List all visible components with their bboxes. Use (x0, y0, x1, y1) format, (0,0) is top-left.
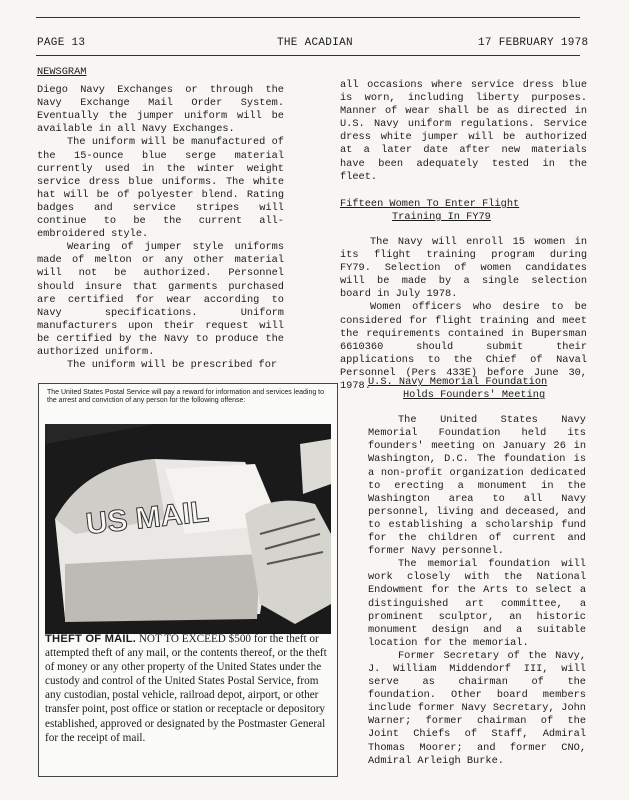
right-paragraph: The Navy will enroll 15 women in its flight training program during FY79. Selection of women candidates will be made by a single selection board in July 1978. (340, 235, 587, 301)
postal-reward-ad (38, 383, 338, 777)
right-paragraph: Former Secretary of the Navy, J. William Middendorf III, will serve as chairman of the foundation. Other board members include former Navy Secretary, John Warner; former chairman of the Joint Chiefs of Staff, Admiral Thomas Moorer; and former CNO, Admiral Arleigh Burke. (368, 649, 586, 767)
offense-title: THEFT OF MAIL. (45, 633, 137, 645)
top-rule (36, 17, 580, 18)
offense-description: NOT TO EXCEED $500 for the theft or attempted theft of any mail, or the contents thereof, or the theft of money or any other property of the United States under the custody and control of the United States Postal Service, from any custodian, postal vehicle, railroad depot, airport, or other transfer point, post office or station or receptacle or depository established, approved or designated by the Postmaster General for the receipt of mail. (45, 633, 327, 744)
heading-line: Holds Founders' Meeting (403, 389, 546, 402)
heading-line: U.S. Navy Memorial Foundation (368, 376, 548, 388)
reward-terms (45, 632, 333, 745)
left-column (37, 66, 284, 372)
left-paragraph: The uniform will be prescribed for (67, 359, 278, 372)
left-paragraph: Wearing of jumper style uniforms made of melton or any other material will not be authorized. Personnel should insure that garments purchased are certified for wear according to Navy specifications. Uniform manufacturers upon their request will be certified by the Navy to produce the authorized uniform. (37, 241, 284, 358)
heading-line: Training In FY79 (392, 210, 491, 223)
heading-line: Fifteen Women To Enter Flight (340, 197, 520, 210)
mailbox-label: US MAIL (84, 495, 211, 541)
right-column (340, 79, 587, 393)
header-rule (36, 55, 580, 56)
right-paragraph: The United States Navy Memorial Foundation held its founders' meeting on January 26 in Washington, D.C. The foundation is a non-profit organization dedicated to erecting a monument in the Washington area to all Navy personnel, living and deceased, and to establishing a scholarship fund for the children of current and former Navy personnel. (368, 414, 586, 558)
reward-notice: The United States Postal Service will pay a reward for information and services leading to the arrest and conviction of any person for the following offense: (47, 389, 325, 405)
issue-date: 17 FEBRUARY 1978 (478, 37, 589, 49)
newspaper-name: THE ACADIAN (277, 37, 353, 49)
memorial-column (368, 376, 586, 768)
mailbox-illustration (45, 424, 331, 634)
right-paragraph: The memorial foundation will work closely with the National Endowment for the Arts to select a distinguished art committee, a prominent sculptor, an historic monument design and a suitable location for the memorial. (368, 558, 586, 649)
newsgram-heading: NEWSGRAM (37, 66, 87, 78)
right-paragraph: all occasions where service dress blue is worn, including liberty purposes. Manner of wear shall be as directed in U.S. Navy uniform regulations. Service dress white jumper will be authorized at a later date after new materials have been adequately tested in the fleet. (340, 79, 587, 183)
left-paragraph: Diego Navy Exchanges or through the Navy Exchange Mail Order System. Eventually the jumper uniform will be available in all Navy Exchanges. (37, 84, 284, 136)
left-paragraph: The uniform will be manufactured of the 15-ounce blue serge material currently used in the winter weight service dress blue uniforms. The white hat will be of polyester blend. Rating badges and service stripes will continue to be the current all-embroidered style. (37, 136, 284, 241)
section-heading-memorial (368, 376, 586, 402)
page-number: PAGE 13 (37, 37, 86, 49)
right-paragraph: Women officers who desire to be considered for flight training and meet the requirements contained in Bupersman 6610360 should submit their applications to the Chief of Naval Personnel (Pers 433E) before June 30, 1978. (340, 301, 587, 392)
section-heading-flight (340, 198, 587, 224)
